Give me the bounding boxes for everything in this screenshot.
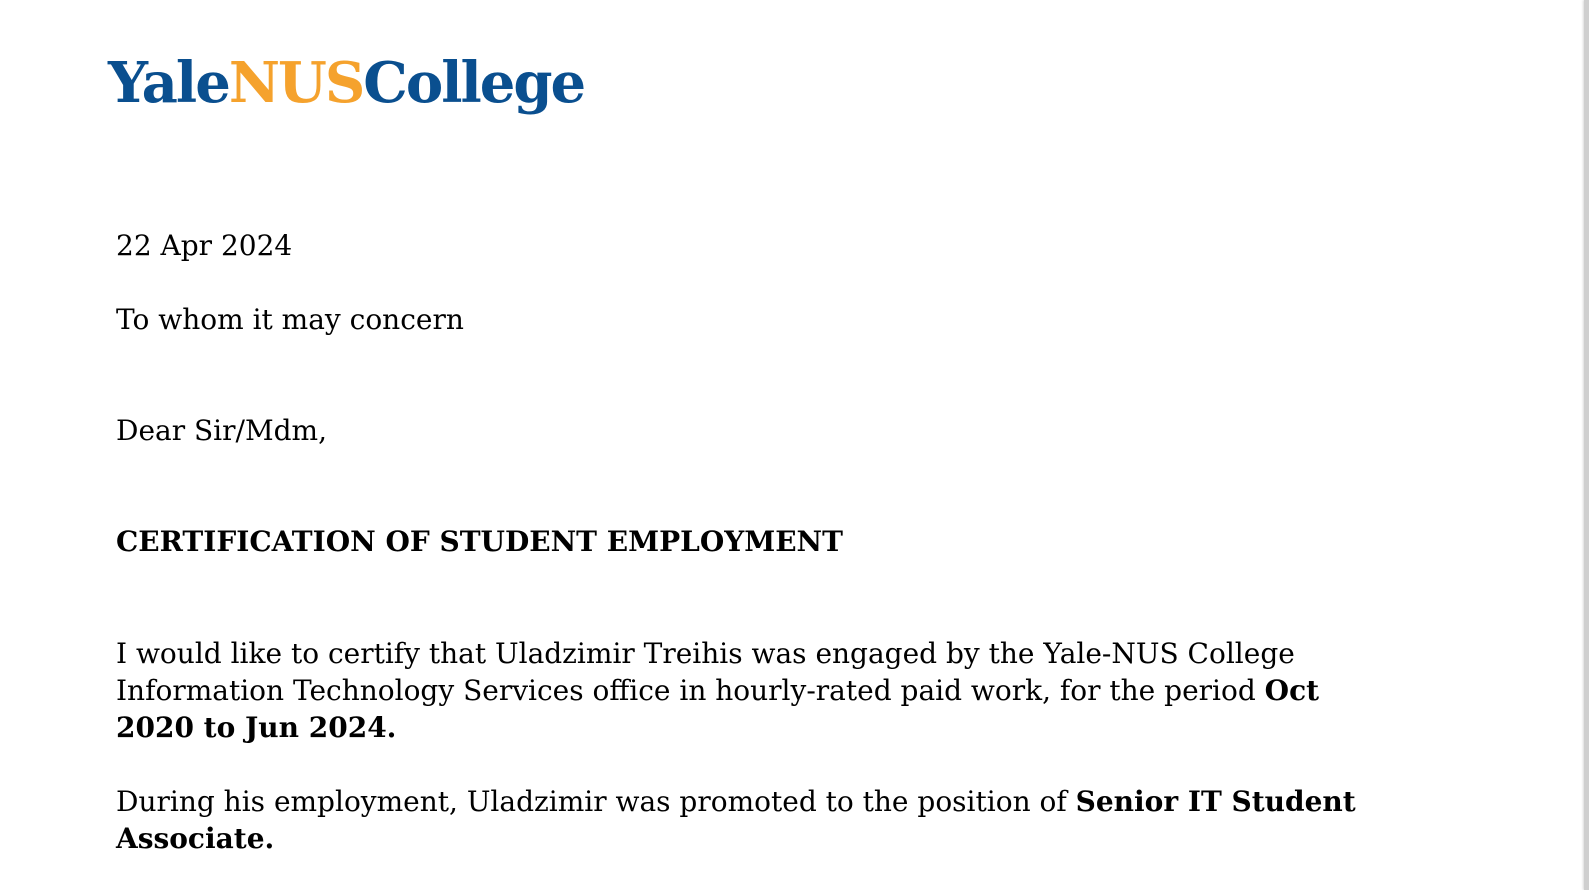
logo-text-yale: Yale [108, 50, 229, 116]
page-edge-divider [1584, 0, 1589, 890]
promotion-paragraph [116, 783, 1386, 857]
employment-paragraph [116, 635, 1386, 746]
letter-heading: CERTIFICATION OF STUDENT EMPLOYMENT [116, 525, 843, 558]
letter-salutation: Dear Sir/Mdm, [116, 414, 327, 447]
logo-text-nus: NUS [228, 50, 364, 116]
letter-date: 22 Apr 2024 [116, 229, 293, 262]
promoted-position: Senior IT Student Associate. [116, 785, 1356, 855]
yale-nus-college-logo [108, 48, 584, 118]
employment-period: Oct 2020 to Jun 2024. [116, 674, 1320, 744]
logo-text-college: College [363, 50, 585, 116]
employment-paragraph-text: I would like to certify that Uladzimir Treihis was engaged by the Yale-NUS College Information Technology Services office in hourly-rated paid work, for the period [116, 637, 1295, 707]
letter-recipient: To whom it may concern [116, 303, 464, 336]
promotion-paragraph-text: During his employment, Uladzimir was promoted to the position of [116, 785, 1076, 818]
